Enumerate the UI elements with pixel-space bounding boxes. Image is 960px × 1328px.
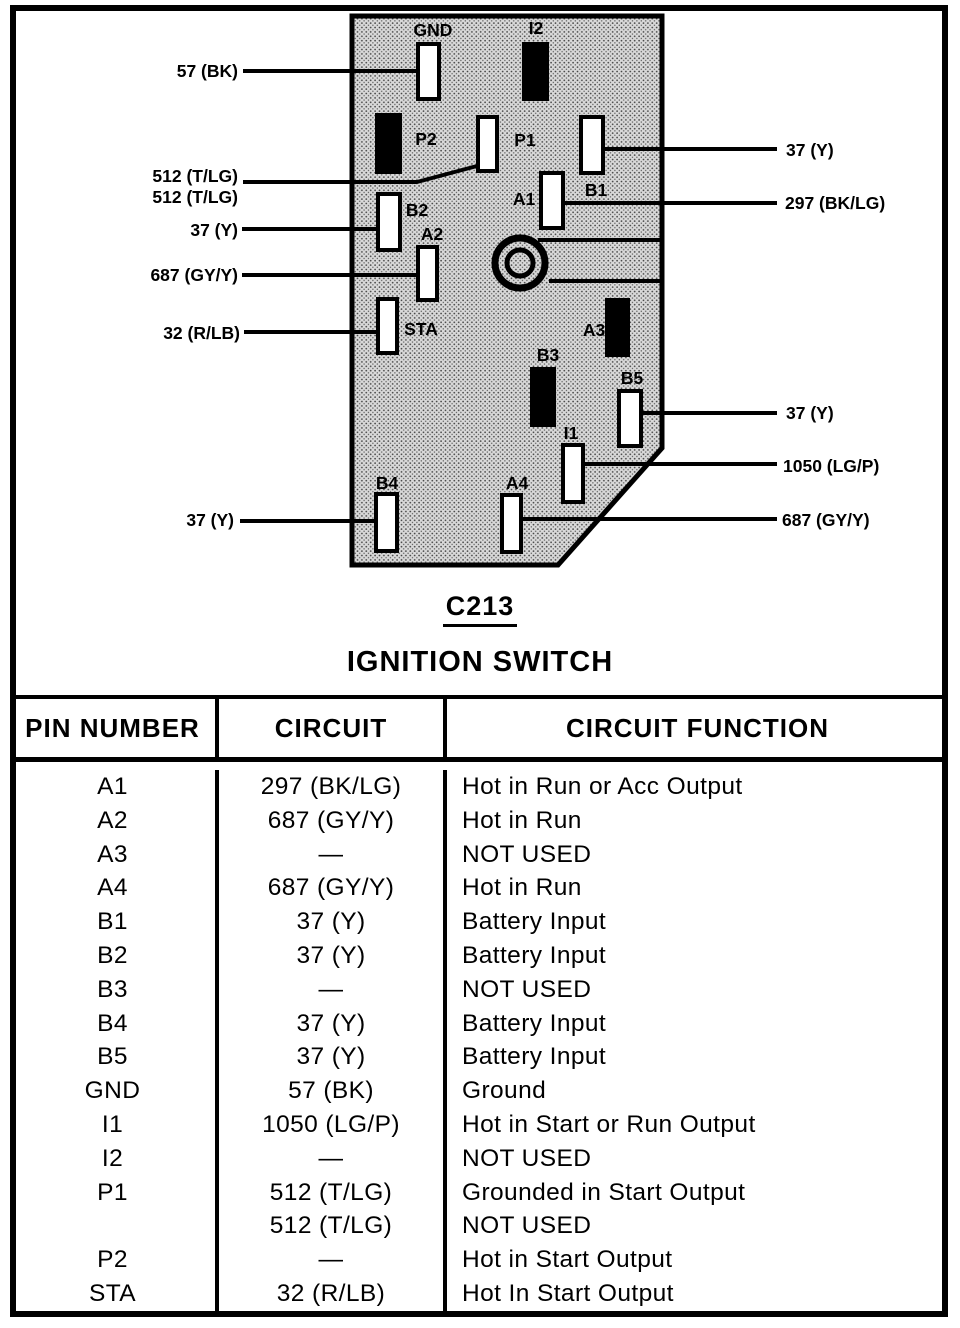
wire-label: 512 (T/LG): [152, 187, 238, 207]
pin-label-B2: B2: [405, 200, 429, 220]
pin-A4: [502, 495, 521, 552]
wire-label: 37 (Y): [786, 140, 834, 160]
pin-B2: [378, 194, 400, 250]
circuit-cell: —: [219, 838, 447, 872]
circuit-cell: —: [219, 1142, 447, 1176]
function-cell: Hot in Run: [462, 806, 582, 834]
pin-A3: [606, 299, 629, 356]
pin-B4: [376, 494, 397, 551]
pin-cell: I2: [10, 1142, 219, 1176]
circuit-cell: 512 (T/LG): [219, 1209, 447, 1243]
function-cell: Grounded in Start Output: [462, 1178, 746, 1206]
header-circuit: CIRCUIT: [219, 699, 447, 757]
pin-P1: [478, 117, 497, 171]
pin-cell: [10, 1209, 219, 1243]
circuit-cell: 57 (BK): [219, 1074, 447, 1108]
pin-A2: [418, 247, 437, 300]
pin-GND: [418, 44, 439, 99]
function-cell: Hot in Run or Acc Output: [462, 773, 743, 800]
pin-cell: B1: [10, 905, 219, 939]
pin-label-B5: B5: [620, 368, 644, 388]
pin-label-P1: P1: [514, 130, 536, 150]
table-row: [10, 1243, 948, 1277]
table-row: [10, 1176, 948, 1210]
table-row: [10, 905, 948, 939]
pin-cell: P1: [10, 1176, 219, 1210]
circuit-cell: 32 (R/LB): [219, 1277, 447, 1311]
pin-label-STA: STA: [404, 319, 438, 339]
table-row: [10, 838, 948, 872]
function-cell: Hot In Start Output: [462, 1279, 674, 1307]
wire-label: 1050 (LG/P): [783, 456, 880, 476]
function-cell: NOT USED: [462, 1212, 592, 1240]
header-pin-number: PIN NUMBER: [10, 699, 219, 757]
pin-table: [10, 695, 948, 1317]
pin-label-B4: B4: [375, 473, 399, 493]
circuit-cell: 1050 (LG/P): [219, 1108, 447, 1142]
table-row: [10, 871, 948, 905]
pin-B1: [581, 117, 603, 173]
diagram-title: IGNITION SWITCH: [346, 646, 614, 678]
table-row: [10, 804, 948, 838]
table-body: [10, 762, 948, 1311]
pin-cell: A3: [10, 838, 219, 872]
function-cell: Battery Input: [462, 908, 607, 936]
connector-id: [0, 591, 960, 627]
table-row: [10, 939, 948, 973]
pin-label-I1: I1: [563, 423, 579, 443]
table-row: [10, 1277, 948, 1311]
function-cell: Ground: [462, 1077, 547, 1105]
circuit-cell: —: [219, 973, 447, 1007]
function-cell: Battery Input: [462, 1043, 607, 1071]
pin-cell: B3: [10, 973, 219, 1007]
pin-cell: A2: [10, 804, 219, 838]
wire-label: 57 (BK): [176, 61, 238, 81]
circuit-cell: 37 (Y): [219, 905, 447, 939]
table-row: [10, 973, 948, 1007]
pin-cell: STA: [10, 1277, 219, 1311]
table-row: [10, 1209, 948, 1243]
pin-label-I2: I2: [528, 18, 544, 38]
pin-B5: [619, 391, 641, 446]
pin-B3: [531, 368, 555, 426]
wire-label: 32 (R/LB): [163, 323, 240, 343]
pin-cell: GND: [10, 1074, 219, 1108]
table-row: [10, 1074, 948, 1108]
circuit-cell: 512 (T/LG): [219, 1176, 447, 1210]
pin-label-A4: A4: [505, 473, 529, 493]
pin-I1: [563, 445, 583, 502]
table-row: [10, 770, 948, 804]
wire-label: 297 (BK/LG): [785, 193, 886, 213]
wire-label: 37 (Y): [786, 403, 834, 423]
pin-STA: [378, 299, 397, 353]
circuit-cell: 37 (Y): [219, 1007, 447, 1041]
pin-label-B1: B1: [584, 180, 608, 200]
header-circuit-function: CIRCUIT FUNCTION: [566, 712, 829, 743]
function-cell: Hot in Start Output: [462, 1246, 673, 1274]
circuit-cell: 687 (GY/Y): [219, 871, 447, 905]
wire-label: 687 (GY/Y): [150, 265, 238, 285]
pin-I2: [523, 43, 548, 100]
pin-cell: A1: [10, 770, 219, 804]
circuit-cell: 37 (Y): [219, 939, 447, 973]
circuit-cell: 37 (Y): [219, 1040, 447, 1074]
pin-cell: P2: [10, 1243, 219, 1277]
pin-label-A1: A1: [512, 189, 536, 209]
table-row: [10, 1007, 948, 1041]
table-row: [10, 1142, 948, 1176]
function-cell: NOT USED: [462, 840, 592, 868]
circuit-cell: 687 (GY/Y): [219, 804, 447, 838]
pin-label-A3: A3: [582, 320, 606, 340]
wire-label: 37 (Y): [190, 220, 238, 240]
table-row: [10, 1108, 948, 1142]
pin-P2: [376, 114, 401, 173]
pin-label-P2: P2: [415, 129, 437, 149]
function-cell: NOT USED: [462, 975, 592, 1003]
pin-label-B3: B3: [536, 345, 560, 365]
pin-cell: I1: [10, 1108, 219, 1142]
wire-label: 37 (Y): [186, 510, 234, 530]
pin-cell: A4: [10, 871, 219, 905]
circuit-cell: 297 (BK/LG): [219, 770, 447, 804]
function-cell: Battery Input: [462, 941, 607, 969]
wire-label: 687 (GY/Y): [782, 510, 870, 530]
function-cell: Hot in Start or Run Output: [462, 1110, 756, 1138]
table-header: [10, 699, 948, 762]
table-row: [10, 1040, 948, 1074]
function-cell: NOT USED: [462, 1144, 592, 1172]
connector-id-text: C213: [443, 591, 518, 627]
function-cell: Battery Input: [462, 1009, 607, 1037]
pin-label-GND: GND: [413, 20, 453, 40]
function-cell: Hot in Run: [462, 874, 582, 902]
pin-cell: B4: [10, 1007, 219, 1041]
circuit-cell: —: [219, 1243, 447, 1277]
wire-label: 512 (T/LG): [152, 166, 238, 186]
pin-A1: [541, 173, 563, 228]
pin-label-A2: A2: [420, 224, 444, 244]
pin-cell: B5: [10, 1040, 219, 1074]
pin-cell: B2: [10, 939, 219, 973]
